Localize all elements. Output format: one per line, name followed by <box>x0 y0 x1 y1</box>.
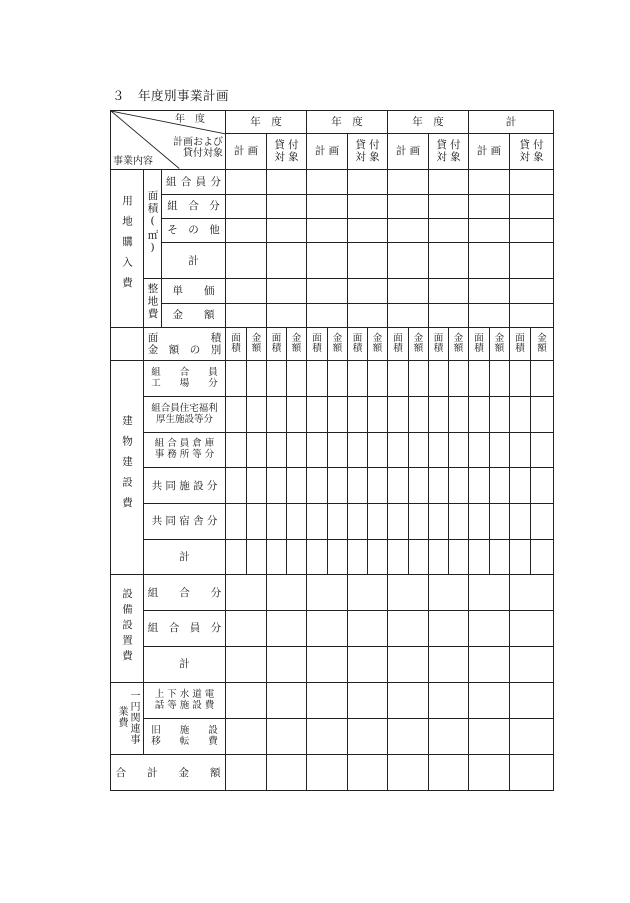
empty-cell <box>226 646 267 682</box>
empty-cell <box>429 611 469 646</box>
empty-cell <box>307 574 348 610</box>
amount-subheader: 金額 <box>328 327 348 360</box>
empty-cell <box>469 574 510 610</box>
corner-content-label: 事業内容 <box>113 156 153 167</box>
empty-cell <box>449 361 469 397</box>
empty-cell <box>388 279 429 303</box>
empty-cell <box>307 611 348 646</box>
empty-cell <box>388 755 429 791</box>
empty-cell <box>348 432 368 467</box>
unit-price-label: 単 価 <box>162 279 226 303</box>
empty-cell <box>429 682 469 718</box>
empty-cell <box>267 539 287 574</box>
empty-cell <box>531 361 554 397</box>
empty-cell <box>267 169 307 194</box>
empty-cell <box>531 432 554 467</box>
empty-cell <box>490 468 510 504</box>
empty-cell <box>429 169 469 194</box>
empty-cell <box>226 279 267 303</box>
empty-cell <box>348 243 388 279</box>
empty-cell <box>469 682 510 718</box>
empty-cell <box>510 169 554 194</box>
empty-cell <box>368 468 388 504</box>
empty-cell <box>267 719 307 755</box>
empty-cell <box>469 719 510 755</box>
empty-cell <box>226 169 267 194</box>
equipment-subtotal-label: 計 <box>144 646 226 682</box>
building-row-label: 共 同 施 設 分 <box>144 468 226 504</box>
corner-year-label: 年 度 <box>175 114 205 125</box>
empty-cell <box>388 682 429 718</box>
empty-cell <box>247 397 267 432</box>
empty-cell <box>348 539 368 574</box>
empty-cell <box>490 539 510 574</box>
empty-cell <box>267 574 307 610</box>
empty-cell <box>348 303 388 327</box>
empty-cell <box>226 504 247 539</box>
empty-cell <box>226 468 247 504</box>
empty-cell <box>328 539 348 574</box>
empty-cell <box>368 361 388 397</box>
empty-cell <box>287 397 307 432</box>
empty-cell <box>267 397 287 432</box>
empty-cell <box>247 361 267 397</box>
area-subheader: 面積 <box>429 327 449 360</box>
empty-cell <box>409 361 429 397</box>
empty-cell <box>429 361 449 397</box>
empty-cell <box>388 169 429 194</box>
page-title: ３ 年度別事業計画 <box>112 88 230 103</box>
empty-cell <box>307 432 328 467</box>
building-row-label: 組合員住宅福利 厚生施設等分 <box>144 397 226 432</box>
empty-cell <box>510 397 531 432</box>
empty-cell <box>267 243 307 279</box>
empty-cell <box>510 361 531 397</box>
related-row-label: 旧 施 設 移 転 費 <box>144 719 226 755</box>
empty-cell <box>348 397 368 432</box>
loan-header: 貸 付 対 象 <box>429 134 469 169</box>
empty-cell <box>510 303 554 327</box>
empty-cell <box>490 432 510 467</box>
empty-cell <box>490 361 510 397</box>
empty-cell <box>267 646 307 682</box>
empty-cell <box>348 755 388 791</box>
empty-cell <box>449 432 469 467</box>
empty-cell <box>469 303 510 327</box>
header-corner-cell <box>111 111 226 170</box>
empty-cell <box>429 194 469 218</box>
empty-cell <box>307 719 348 755</box>
empty-cell <box>348 279 388 303</box>
empty-cell <box>510 539 531 574</box>
empty-cell <box>348 682 388 718</box>
empty-cell <box>449 504 469 539</box>
empty-cell <box>388 539 409 574</box>
empty-cell <box>267 432 287 467</box>
empty-cell <box>469 539 490 574</box>
empty-cell <box>307 539 328 574</box>
empty-cell <box>348 719 388 755</box>
empty-cell <box>531 468 554 504</box>
empty-cell <box>348 504 368 539</box>
annual-plan-table <box>110 110 554 791</box>
empty-cell <box>267 194 307 218</box>
empty-cell <box>388 361 409 397</box>
empty-cell <box>267 504 287 539</box>
empty-cell <box>328 432 348 467</box>
empty-cell <box>328 397 348 432</box>
empty-cell <box>388 303 429 327</box>
empty-cell <box>226 303 267 327</box>
empty-cell <box>307 361 328 397</box>
amount-label: 金 額 <box>162 303 226 327</box>
land-area-label: 面積(㎡) <box>144 169 162 279</box>
building-row-label: 組 合 員 倉 庫 事 務 所 等 分 <box>144 432 226 467</box>
equipment-category: 設備設置費 <box>111 574 144 682</box>
empty-cell <box>226 755 267 791</box>
year-header-2: 年 度 <box>307 111 388 134</box>
empty-cell <box>348 218 388 242</box>
plan-header: 計 画 <box>469 134 510 169</box>
empty-cell <box>307 468 328 504</box>
empty-cell <box>226 397 247 432</box>
empty-cell <box>469 243 510 279</box>
empty-cell <box>490 397 510 432</box>
empty-cell <box>267 611 307 646</box>
empty-cell <box>469 504 490 539</box>
empty-cell <box>307 243 348 279</box>
empty-cell <box>226 539 247 574</box>
corner-plan-label: 計画および 貸付対象 <box>173 137 223 159</box>
empty-cell <box>307 218 348 242</box>
empty-cell <box>510 279 554 303</box>
empty-cell <box>388 468 409 504</box>
area-subheader: 面積 <box>388 327 409 360</box>
empty-cell <box>111 327 144 360</box>
empty-cell <box>267 682 307 718</box>
empty-cell <box>469 361 490 397</box>
empty-cell <box>469 646 510 682</box>
year-header-1: 年 度 <box>226 111 307 134</box>
building-row-label: 組 合 員 工 場 分 <box>144 361 226 397</box>
empty-cell <box>409 432 429 467</box>
empty-cell <box>469 218 510 242</box>
empty-cell <box>510 611 554 646</box>
empty-cell <box>388 397 409 432</box>
empty-cell <box>226 611 267 646</box>
empty-cell <box>307 169 348 194</box>
empty-cell <box>510 719 554 755</box>
empty-cell <box>226 243 267 279</box>
amount-subheader: 金額 <box>287 327 307 360</box>
empty-cell <box>307 279 348 303</box>
empty-cell <box>429 218 469 242</box>
empty-cell <box>531 397 554 432</box>
empty-cell <box>307 397 328 432</box>
amount-subheader: 金額 <box>490 327 510 360</box>
year-header-3: 年 度 <box>388 111 469 134</box>
empty-cell <box>469 432 490 467</box>
building-category: 建物建設費 <box>111 361 144 575</box>
empty-cell <box>247 539 267 574</box>
empty-cell <box>348 361 368 397</box>
empty-cell <box>348 468 368 504</box>
empty-cell <box>510 574 554 610</box>
empty-cell <box>510 682 554 718</box>
empty-cell <box>449 468 469 504</box>
empty-cell <box>429 397 449 432</box>
amount-subheader: 金額 <box>409 327 429 360</box>
area-subheader: 面積 <box>267 327 287 360</box>
loan-header: 貸 付 対 象 <box>510 134 554 169</box>
empty-cell <box>267 303 307 327</box>
empty-cell <box>247 504 267 539</box>
area-subheader: 面積 <box>307 327 328 360</box>
empty-cell <box>469 611 510 646</box>
empty-cell <box>348 611 388 646</box>
equipment-row-label: 組 合 員 分 <box>144 611 226 646</box>
loan-header: 貸 付 対 象 <box>348 134 388 169</box>
empty-cell <box>409 468 429 504</box>
seichi-label: 整地費 <box>144 279 162 327</box>
land-subtotal-label: 計 <box>162 243 226 279</box>
land-row-label: そ の 他 <box>162 218 226 242</box>
empty-cell <box>328 361 348 397</box>
empty-cell <box>328 468 348 504</box>
empty-cell <box>510 504 531 539</box>
empty-cell <box>307 646 348 682</box>
empty-cell <box>429 432 449 467</box>
empty-cell <box>510 468 531 504</box>
empty-cell <box>510 194 554 218</box>
empty-cell <box>307 504 328 539</box>
empty-cell <box>469 468 490 504</box>
amount-subheader: 金額 <box>531 327 554 360</box>
empty-cell <box>449 397 469 432</box>
empty-cell <box>287 432 307 467</box>
building-row-label: 共 同 宿 舎 分 <box>144 504 226 539</box>
empty-cell <box>226 682 267 718</box>
amount-subheader: 金額 <box>368 327 388 360</box>
empty-cell <box>348 574 388 610</box>
empty-cell <box>409 397 429 432</box>
empty-cell <box>226 432 247 467</box>
empty-cell <box>429 279 469 303</box>
empty-cell <box>388 243 429 279</box>
empty-cell <box>226 194 267 218</box>
empty-cell <box>307 194 348 218</box>
amount-subheader: 金額 <box>247 327 267 360</box>
loan-header: 貸 付 対 象 <box>267 134 307 169</box>
empty-cell <box>247 432 267 467</box>
land-row-label: 組合員分 <box>162 169 226 194</box>
empty-cell <box>388 611 429 646</box>
empty-cell <box>388 194 429 218</box>
empty-cell <box>429 243 469 279</box>
empty-cell <box>348 169 388 194</box>
related-row-label: 上 下 水 道 電 話 等 施 設 費 <box>144 682 226 718</box>
area-subheader: 面積 <box>348 327 368 360</box>
grand-total-label: 合 計 金 額 <box>111 755 226 791</box>
empty-cell <box>388 218 429 242</box>
empty-cell <box>409 504 429 539</box>
empty-cell <box>267 361 287 397</box>
amount-subheader: 金額 <box>449 327 469 360</box>
empty-cell <box>388 432 409 467</box>
empty-cell <box>429 303 469 327</box>
empty-cell <box>469 169 510 194</box>
empty-cell <box>490 504 510 539</box>
empty-cell <box>469 755 510 791</box>
empty-cell <box>368 539 388 574</box>
area-subheader: 面積 <box>469 327 490 360</box>
empty-cell <box>226 218 267 242</box>
empty-cell <box>510 432 531 467</box>
empty-cell <box>429 646 469 682</box>
building-subtotal-label: 計 <box>144 539 226 574</box>
equipment-row-label: 組 合 分 <box>144 574 226 610</box>
area-subheader: 面積 <box>226 327 247 360</box>
area-amount-label: 面 積 金 額 の 別 <box>144 327 226 360</box>
empty-cell <box>226 361 247 397</box>
empty-cell <box>388 504 409 539</box>
empty-cell <box>510 218 554 242</box>
empty-cell <box>267 755 307 791</box>
empty-cell <box>368 504 388 539</box>
empty-cell <box>388 646 429 682</box>
empty-cell <box>510 755 554 791</box>
empty-cell <box>368 432 388 467</box>
empty-cell <box>287 539 307 574</box>
empty-cell <box>429 755 469 791</box>
empty-cell <box>531 539 554 574</box>
land-category: 用地購入費 <box>111 169 144 327</box>
empty-cell <box>226 719 267 755</box>
area-subheader: 面積 <box>510 327 531 360</box>
empty-cell <box>307 303 348 327</box>
empty-cell <box>226 574 267 610</box>
empty-cell <box>348 646 388 682</box>
total-header: 計 <box>469 111 554 134</box>
empty-cell <box>531 504 554 539</box>
empty-cell <box>469 397 490 432</box>
empty-cell <box>368 397 388 432</box>
empty-cell <box>510 243 554 279</box>
empty-cell <box>328 504 348 539</box>
empty-cell <box>287 504 307 539</box>
empty-cell <box>469 279 510 303</box>
empty-cell <box>247 468 267 504</box>
empty-cell <box>307 755 348 791</box>
empty-cell <box>267 218 307 242</box>
empty-cell <box>388 574 429 610</box>
empty-cell <box>449 539 469 574</box>
empty-cell <box>429 468 449 504</box>
empty-cell <box>469 194 510 218</box>
empty-cell <box>267 279 307 303</box>
related-category: 一円関連事業費 <box>111 682 144 755</box>
empty-cell <box>429 719 469 755</box>
empty-cell <box>348 194 388 218</box>
plan-header: 計 画 <box>388 134 429 169</box>
empty-cell <box>510 646 554 682</box>
plan-header: 計 画 <box>307 134 348 169</box>
empty-cell <box>307 682 348 718</box>
empty-cell <box>287 361 307 397</box>
empty-cell <box>388 719 429 755</box>
land-row-label: 組 合 分 <box>162 194 226 218</box>
empty-cell <box>267 468 287 504</box>
empty-cell <box>429 574 469 610</box>
empty-cell <box>409 539 429 574</box>
plan-header: 計 画 <box>226 134 267 169</box>
empty-cell <box>429 539 449 574</box>
empty-cell <box>287 468 307 504</box>
empty-cell <box>429 504 449 539</box>
